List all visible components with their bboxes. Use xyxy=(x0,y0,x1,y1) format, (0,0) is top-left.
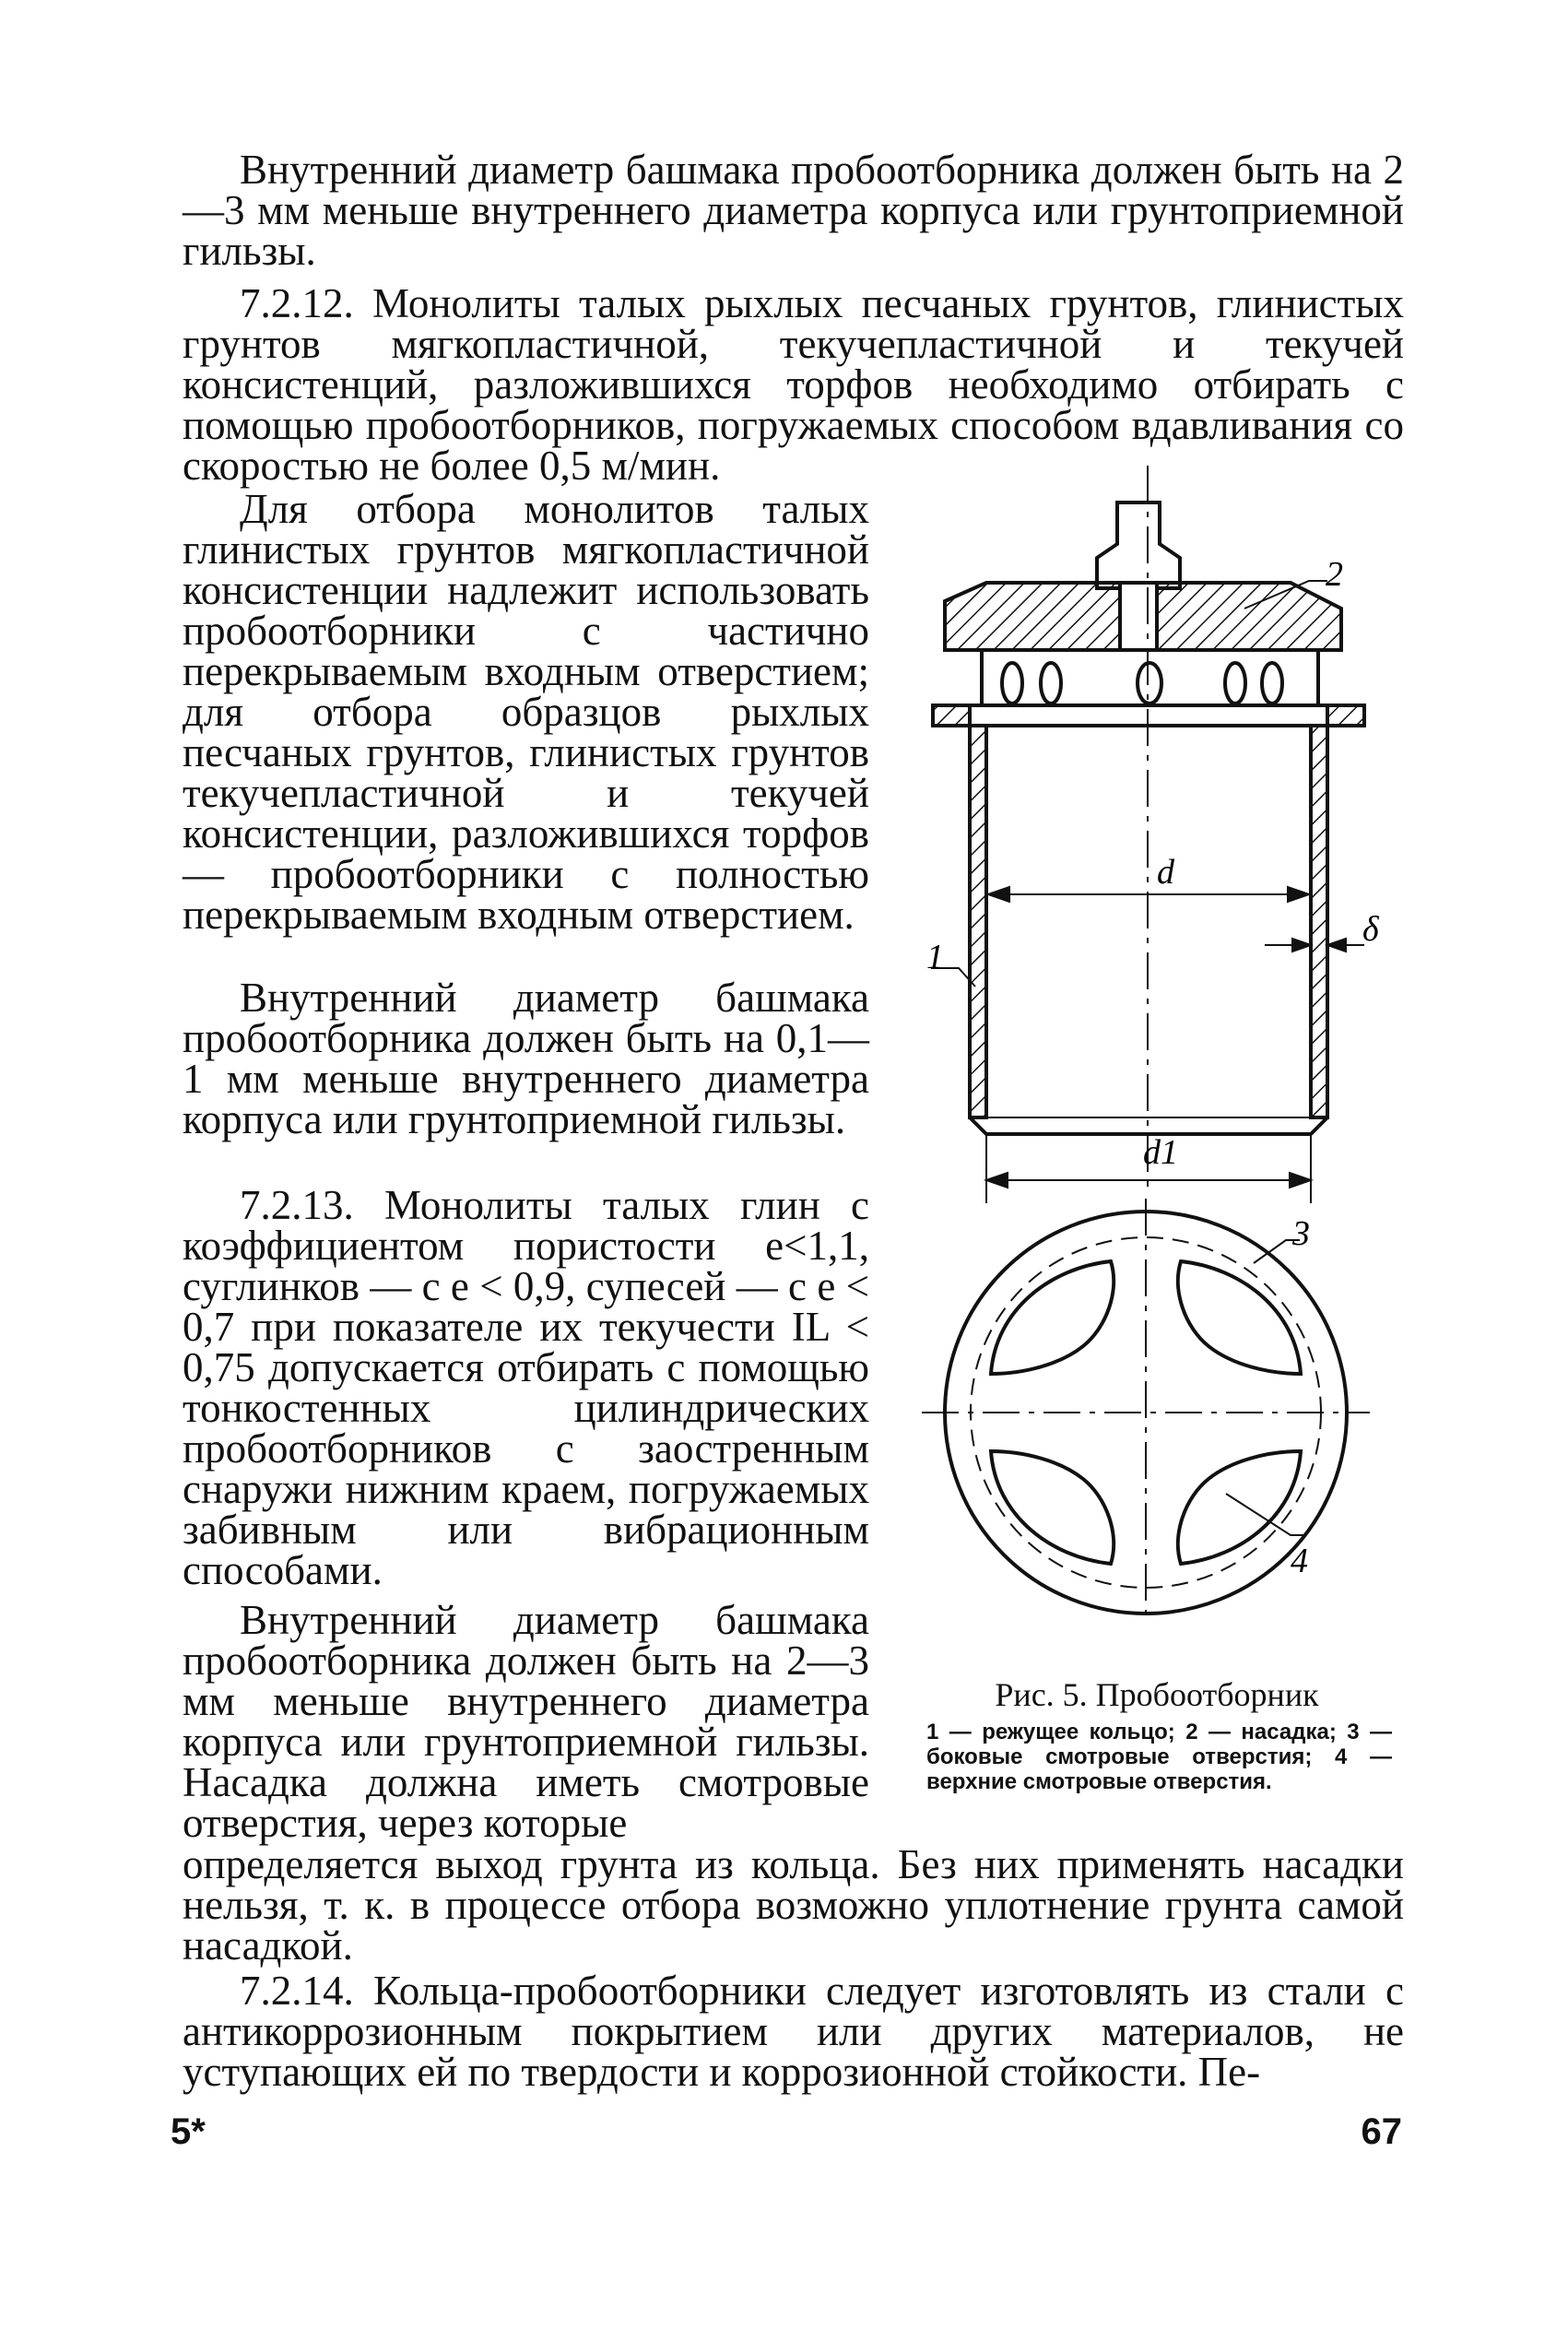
paragraph-shoe-diameter-3: Внутренний диаметр башмака пробоотборника должен быть на 2—3 мм меньше внутреннего диаметра корпуса или грунтоприемной гильзы. Насадка должна иметь смотровые отверстия, через которые xyxy=(183,1597,869,1846)
paragraph-continuation: определяется выход грунта из кольца. Без них применять насадки нельзя, т. к. в процессе отбора возможно уплотнение грунта самой насадкой. xyxy=(183,1841,1404,1969)
figure-caption-title: Рис. 5. Пробоотборник xyxy=(995,1676,1319,1713)
leader-4 xyxy=(1226,1494,1304,1535)
label-4: 4 xyxy=(1291,1542,1308,1580)
footer-signature: 5* xyxy=(171,2111,206,2152)
paragraph-7-2-12: 7.2.12. Монолиты талых рыхлых песчаных грунтов, глинистых грунтов мягкопластичной, текучепластичной и текучей консистенций, разложившихся торфов необходимо отбирать с помощью пробоотборников, погружаемых способом вдавливания со скоростью не более 0,5 м/мин. xyxy=(183,280,1404,489)
figure-caption-legend: 1 — режущее кольцо; 2 — насадка; 3 — боковые смотровые отверстия; 4 — верхние смотровые отверстия. xyxy=(926,1720,1392,1794)
paragraph-7-2-14: 7.2.14. Кольца-пробоотборники следует изготовлять из стали с антикоррозионным покрытием или других материалов, не уступающих ей по твердости и коррозионной стойкости. Пе- xyxy=(183,1968,1404,2095)
label-3: 3 xyxy=(1292,1214,1310,1253)
label-d: d xyxy=(1157,853,1174,892)
label-1: 1 xyxy=(926,938,944,976)
paragraph-7-2-13: 7.2.13. Монолиты талых глин с коэффициентом пористости e<1,1, суглинков — с e < 0,9, супесей — с e < 0,7 при показателе их текучести IL < 0,75 допускается отбирать с помощью тонкостенных цилиндрических пробоотборников с заостренным снаружи нижним краем, погружаемых забивным или вибрационным способами. xyxy=(183,1182,869,1593)
paragraph-sampler-types: Для отбора монолитов талых глинистых грунтов мягкопластичной консистенции надлежит использовать пробоотборники с частично перекрываемым входным отверстием; для отбора образцов рыхлых песчаных грунтов, глинистых грунтов текучепластичной и текучей консистенции, разложившихся торфов — пробоотборники с полностью перекрываемым входным отверстием. xyxy=(183,486,869,938)
paragraph-shoe-diameter-1: Внутренний диаметр башмака пробоотборника должен быть на 2—3 мм меньше внутреннего диаметра корпуса или грунтоприемной гильзы. xyxy=(183,147,1404,274)
label-d1: d1 xyxy=(1143,1133,1178,1172)
label-2: 2 xyxy=(1326,555,1343,594)
label-delta: δ xyxy=(1362,910,1379,949)
page-number: 67 xyxy=(1361,2111,1402,2152)
paragraph-shoe-diameter-2: Внутренний диаметр башмака пробоотборника должен быть на 0,1—1 мм меньше внутреннего диаметра корпуса или грунтоприемной гильзы. xyxy=(183,975,869,1142)
sampler-figure xyxy=(880,456,1397,1655)
